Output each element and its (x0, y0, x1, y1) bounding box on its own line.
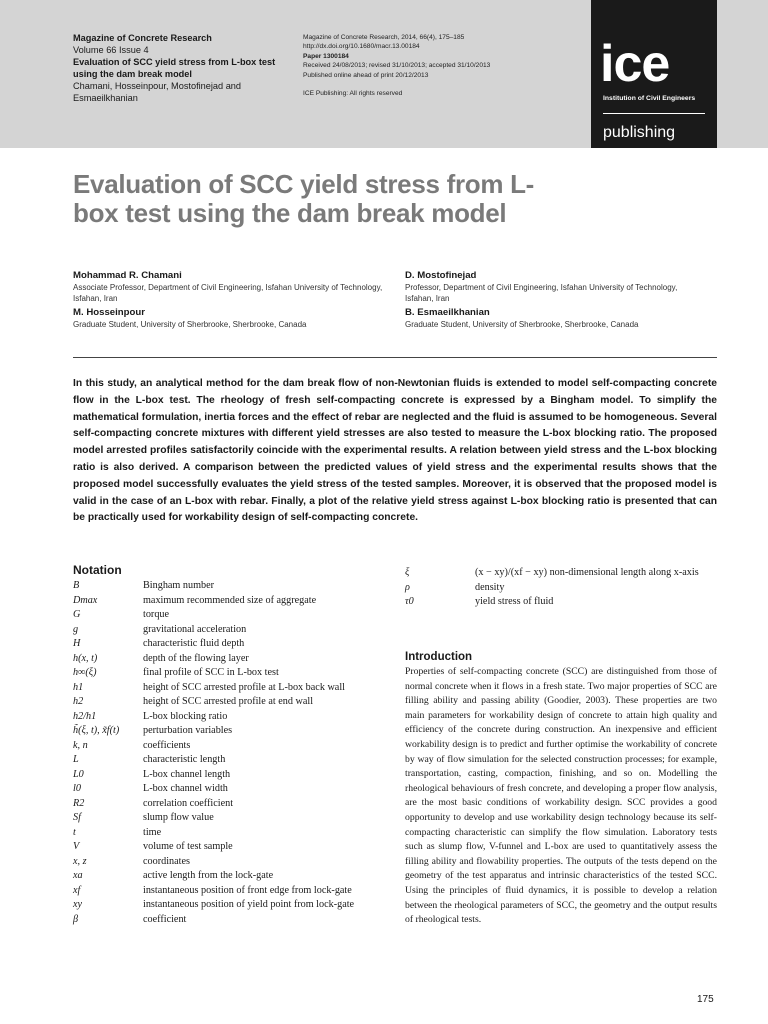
introduction-heading: Introduction (405, 651, 473, 663)
notation-row (73, 869, 388, 884)
notation-row (73, 608, 388, 623)
notation-row (73, 768, 388, 783)
notation-symbol: H (73, 638, 81, 649)
notation-definition: volume of test sample (143, 841, 233, 852)
notation-symbol: R2 (73, 797, 85, 809)
notation-heading: Notation (73, 563, 122, 577)
notation-definition: gravitational acceleration (143, 623, 247, 635)
notation-definition: time (143, 826, 162, 838)
doi-link[interactable]: http://dx.doi.org/10.1680/macr.13.00184 (303, 43, 420, 51)
author-1 (73, 270, 388, 304)
notation-symbol: xf (73, 884, 81, 896)
notation-definition: slump flow value (143, 812, 214, 823)
notation-row (73, 913, 388, 928)
notation-symbol: V (73, 841, 80, 852)
notation-row (405, 566, 717, 581)
received-dates: Received 24/08/2013; revised 31/10/2013; accepted 31/10/2013 (303, 62, 491, 70)
page-number: 175 (697, 994, 714, 1005)
notation-row (73, 579, 388, 594)
header-short-title: Evaluation of SCC yield stress from L-box test using the dam break model (73, 57, 276, 79)
notation-symbol: B (73, 580, 80, 591)
notation-row (73, 782, 388, 797)
notation-definition: characteristic fluid depth (143, 638, 245, 649)
notation-row (73, 739, 388, 754)
notation-row (73, 666, 388, 681)
notation-definition: L-box channel width (143, 783, 228, 794)
logo-ice-wordmark: ice (600, 35, 670, 93)
notation-definition: coefficients (143, 739, 191, 751)
author-2 (73, 307, 388, 330)
notation-definition: density (475, 581, 505, 593)
author-affiliation: Graduate Student, University of Sherbrooke, Sherbrooke, Canada (73, 320, 307, 329)
author-name: B. Esmaeilkhanian (405, 307, 490, 318)
notation-symbol: β (73, 913, 79, 925)
author-name: M. Hosseinpour (73, 307, 145, 318)
notation-symbol: t (73, 826, 76, 838)
author-affiliation: Graduate Student, University of Sherbrooke, Sherbrooke, Canada (405, 320, 639, 329)
notation-definition: instantaneous position of front edge from lock-gate (143, 884, 352, 896)
author-3 (405, 270, 705, 304)
logo-institution: Institution of Civil Engineers (603, 95, 696, 102)
paper-title: Evaluation of SCC yield stress from L-box test using the dam break model (73, 169, 535, 228)
notation-row (73, 695, 388, 710)
notation-row (73, 797, 388, 812)
notation-row (73, 811, 388, 826)
notation-definition: instantaneous position of yield point from lock-gate (143, 899, 355, 910)
notation-symbol: Sf (73, 812, 81, 823)
notation-row (73, 855, 388, 870)
notation-definition: active length from the lock-gate (143, 870, 274, 881)
notation-symbol: h(x, t) (73, 652, 98, 664)
notation-definition: coordinates (143, 855, 190, 867)
logo-rule (603, 113, 705, 114)
notation-symbol: g (73, 623, 79, 635)
notation-definition: depth of the flowing layer (143, 652, 249, 664)
notation-symbol: l0 (73, 783, 81, 794)
author-name: Mohammad R. Chamani (73, 270, 182, 281)
notation-list-continued (405, 566, 717, 610)
notation-symbol: L (73, 754, 79, 765)
notation-section (73, 563, 388, 927)
author-name: D. Mostofinejad (405, 270, 477, 281)
paper-number: Paper 1300184 (303, 52, 349, 60)
notation-symbol: τ0 (405, 596, 414, 607)
header-citation-block (303, 33, 503, 98)
notation-row (73, 884, 388, 899)
notation-definition: torque (143, 609, 170, 620)
ice-publishing-logo (591, 0, 717, 148)
section-divider (73, 357, 717, 358)
introduction-text: Properties of self-compacting concrete (SCC) are distinguished from those of normal concrete when it flows in a fresh state. Two major properties of SCC are filling ability and passing ability (Goodier, 2003). These properties are two main parameters for workability design of concrete to attain high quality and efficiency of the concrete during construction. An inexpensive and efficient workability design is to predict and further optimise the workability of concrete by way of flow simulation for the selected construction processes; for example, transportation, casting, compaction, finishing, and so on. Modelling the rheological behaviours of fresh concrete, and developing a proper flow analysis, are the most basic conditions of workability design. SCC provides a good opportunity to develop and use workability design technology because its self-compacting characteristic can simplify the flow simulation. Laboratory tests such as slump flow, V-funnel and L-box are used to quantitatively assess the filling ability and flowability properties. The outputs of the tests depend on the geometry of the test apparatus and intrinsic characteristics of the tested SCC. Using the principles of fluid dynamics, it is possible to develop a relation between the rheological parameters of SCC, the geometry and the output results of rheological tests. (405, 666, 717, 926)
notation-row (73, 623, 388, 638)
notation-symbol: h2 (73, 696, 84, 707)
journal-volume: Volume 66 Issue 4 (73, 45, 149, 55)
logo-publishing: publishing (603, 124, 676, 141)
notation-symbol: h1 (73, 681, 84, 693)
abstract: In this study, an analytical method for the dam break flow of non-Newtonian fluids is extended to model self-compacting concrete flow in the L-box test. The rheology of fresh self-compacting concrete is expressed by a Bingham model. To simplify the mathematical formulation, inertia forces and the effect of rebar are neglected and the fluid is assumed to be homogeneous. Several self-compacting concrete mixtures with different yield stresses are also tested to measure the L-box blocking ratio. The proposed model arrested profiles satisfactorily coincide with the experimental results. A relation between yield stress and the L-box blocking ratio is also derived. A comparison between the predicted values of yield stress and the experimental results shows that the proposed model successfully evaluates the yield stress of the tested samples. Moreover, it is observed that the proposed model is valid in the case of an L-box with rebar. Finally, a plot of the relative yield stress against L-box blocking ratio is presented that can be practically used for workability design of self-compacting concrete. (73, 378, 717, 524)
author-4 (405, 307, 705, 330)
notation-symbol: xa (73, 870, 83, 881)
notation-row (73, 826, 388, 841)
notation-symbol: ξ (405, 567, 410, 578)
notation-definition: height of SCC arrested profile at L-box back wall (143, 681, 345, 693)
header-short-authors: Chamani, Hosseinpour, Mostofinejad and Esmaeilkhanian (73, 81, 242, 103)
notation-definition: yield stress of fluid (475, 596, 554, 607)
notation-symbol: Dmax (73, 594, 98, 606)
notation-definition: L-box channel length (143, 768, 231, 780)
notation-row (73, 710, 388, 725)
notation-definition: height of SCC arrested profile at end wall (143, 696, 314, 707)
notation-row (73, 637, 388, 652)
journal-header (0, 0, 768, 148)
notation-symbol: x, z (73, 855, 87, 867)
rights-statement: ICE Publishing: All rights reserved (303, 90, 403, 98)
notation-symbol: h̃(ξ, t), x̃f(t) (73, 725, 120, 736)
citation-line: Magazine of Concrete Research, 2014, 66(4), 175–185 (303, 34, 465, 41)
notation-symbol: ρ (405, 581, 410, 593)
journal-name: Magazine of Concrete Research (73, 33, 212, 43)
notation-row (73, 724, 388, 739)
notation-row (405, 595, 717, 610)
notation-list (73, 579, 388, 927)
notation-symbol: h∞(ξ) (73, 667, 97, 678)
notation-row (405, 581, 717, 596)
notation-symbol: h2/h1 (73, 710, 97, 722)
notation-definition: L-box blocking ratio (143, 710, 228, 722)
notation-symbol: L0 (73, 768, 84, 780)
notation-definition: coefficient (143, 913, 187, 925)
notation-row (73, 594, 388, 609)
notation-row (73, 652, 388, 667)
header-article-info (73, 32, 288, 104)
notation-definition: final profile of SCC in L-box test (143, 667, 279, 678)
published-date: Published online ahead of print 20/12/2013 (303, 71, 429, 79)
notation-definition: Bingham number (143, 580, 215, 591)
notation-definition: maximum recommended size of aggregate (143, 594, 317, 606)
author-affiliation: Associate Professor, Department of Civil Engineering, Isfahan University of Technology, Isfahan, Iran (73, 283, 383, 303)
notation-row (73, 753, 388, 768)
notation-symbol: k, n (73, 739, 88, 751)
notation-row (73, 898, 388, 913)
notation-definition: (x − xy)/(xf − xy) non-dimensional length along x-axis (475, 567, 699, 578)
notation-definition: characteristic length (143, 754, 226, 765)
notation-row (73, 840, 388, 855)
notation-symbol: G (73, 609, 81, 620)
notation-definition: correlation coefficient (143, 797, 234, 809)
notation-row (73, 681, 388, 696)
notation-symbol: xy (73, 899, 83, 910)
notation-definition: perturbation variables (143, 725, 233, 736)
author-affiliation: Professor, Department of Civil Engineering, Isfahan University of Technology, Isfahan, Iran (405, 283, 678, 303)
introduction-section (405, 651, 717, 928)
